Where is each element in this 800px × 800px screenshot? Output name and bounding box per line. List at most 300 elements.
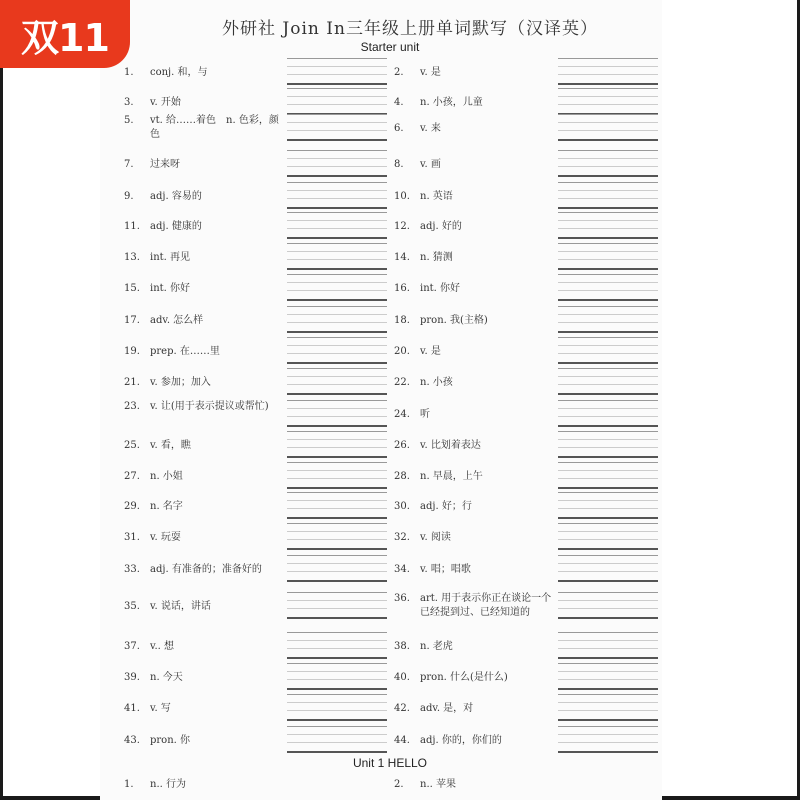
ruled-line xyxy=(558,663,658,664)
ruled-line xyxy=(287,663,387,664)
answer-writing-lines[interactable] xyxy=(558,663,658,689)
ruled-line xyxy=(287,694,387,695)
vocab-entry xyxy=(124,778,282,792)
ruled-line xyxy=(558,96,658,97)
ruled-line xyxy=(558,531,658,532)
vocab-entry xyxy=(124,158,282,172)
vocab-number: 18. xyxy=(394,315,410,326)
ruled-line xyxy=(287,400,387,401)
vocab-entry xyxy=(394,345,552,359)
answer-writing-lines[interactable] xyxy=(558,555,658,581)
vocab-number: 35. xyxy=(124,601,140,612)
vocab-meaning: v. 是 xyxy=(420,346,441,357)
vocab-entry xyxy=(124,345,282,359)
ruled-line xyxy=(558,268,658,270)
ruled-line xyxy=(558,83,658,85)
vocab-meaning: vt. 给……着色 n. 色彩，颜色 xyxy=(150,115,279,140)
vocab-entry xyxy=(124,251,282,265)
ruled-line xyxy=(558,580,658,582)
vocab-entry xyxy=(124,314,282,328)
ruled-line xyxy=(287,368,387,369)
vocab-number: 43. xyxy=(124,735,140,746)
ruled-line xyxy=(558,139,658,141)
ruled-line xyxy=(558,66,658,67)
vocab-number: 1. xyxy=(124,67,134,78)
page-title: 外研社 Join In三年级上册单词默写（汉译英） xyxy=(222,19,598,39)
vocab-meaning: v. 唱；唱歌 xyxy=(420,564,471,575)
answer-writing-lines[interactable] xyxy=(287,632,387,658)
answer-writing-lines[interactable] xyxy=(287,88,387,114)
ruled-line xyxy=(287,139,387,141)
vocab-number: 24. xyxy=(394,409,410,420)
vocab-number: 27. xyxy=(124,471,140,482)
vocab-entry xyxy=(124,282,282,296)
vocab-number: 29. xyxy=(124,501,140,512)
ruled-line xyxy=(287,150,387,151)
ruled-line xyxy=(287,617,387,619)
vocab-number: 22. xyxy=(394,377,410,388)
vocab-entry xyxy=(124,96,282,110)
ruled-line xyxy=(558,88,658,89)
ruled-line xyxy=(287,198,387,199)
ruled-line xyxy=(287,166,387,167)
vocab-entry xyxy=(124,470,282,484)
ruled-line xyxy=(558,212,658,213)
answer-writing-lines[interactable] xyxy=(287,368,387,394)
vocab-meaning: 过来呀 xyxy=(150,159,180,170)
vocab-number: 28. xyxy=(394,471,410,482)
ruled-line xyxy=(558,74,658,75)
vocab-number: 4. xyxy=(394,97,404,108)
vocab-entry xyxy=(394,500,552,514)
vocab-number: 11. xyxy=(124,221,140,232)
vocab-number: 40. xyxy=(394,672,410,683)
vocab-meaning: v. 玩耍 xyxy=(150,532,181,543)
vocab-meaning: v. 说话，讲话 xyxy=(150,601,211,612)
vocab-number: 31. xyxy=(124,532,140,543)
vocab-entry xyxy=(124,114,282,142)
vocab-number: 23. xyxy=(124,401,140,412)
ruled-line xyxy=(287,563,387,564)
ruled-line xyxy=(558,299,658,301)
answer-writing-lines[interactable] xyxy=(287,114,387,140)
vocab-entry xyxy=(394,66,552,80)
answer-writing-lines[interactable] xyxy=(287,150,387,176)
vocab-number: 5. xyxy=(124,115,134,126)
ruled-line xyxy=(287,523,387,524)
ruled-line xyxy=(558,688,658,690)
vocab-entry xyxy=(124,640,282,654)
answer-writing-lines[interactable] xyxy=(558,337,658,363)
vocab-meaning: pron. 什么(是什么) xyxy=(420,672,508,683)
ruled-line xyxy=(558,523,658,524)
vocab-number: 32. xyxy=(394,532,410,543)
vocab-meaning: v.. 想 xyxy=(150,641,174,652)
answer-writing-lines[interactable] xyxy=(558,58,658,84)
vocab-meaning: pron. 我(主格) xyxy=(420,315,488,326)
vocab-number: 1. xyxy=(124,779,134,790)
answer-writing-lines[interactable] xyxy=(287,555,387,581)
ruled-line xyxy=(558,166,658,167)
ruled-line xyxy=(287,376,387,377)
ruled-line xyxy=(558,368,658,369)
vocab-number: 25. xyxy=(124,440,140,451)
vocab-number: 10. xyxy=(394,191,410,202)
ruled-line xyxy=(558,251,658,252)
vocab-entry xyxy=(124,563,282,577)
vocab-meaning: v. 来 xyxy=(420,123,441,134)
answer-writing-lines[interactable] xyxy=(287,58,387,84)
vocab-number: 20. xyxy=(394,346,410,357)
answer-writing-lines[interactable] xyxy=(558,114,658,140)
vocab-meaning: conj. 和，与 xyxy=(150,67,208,78)
vocab-meaning: n. 小孩 xyxy=(420,377,453,388)
answer-writing-lines[interactable] xyxy=(287,431,387,457)
ruled-line xyxy=(287,671,387,672)
vocab-number: 6. xyxy=(394,123,404,134)
vocab-number: 37. xyxy=(124,641,140,652)
vocab-number: 41. xyxy=(124,703,140,714)
ruled-line xyxy=(287,259,387,260)
vocab-entry xyxy=(394,439,552,453)
answer-writing-lines[interactable] xyxy=(287,492,387,518)
ruled-line xyxy=(287,425,387,427)
promo-badge: 双11 xyxy=(0,0,130,68)
vocab-meaning: v. 画 xyxy=(420,159,441,170)
vocab-entry xyxy=(124,734,282,748)
vocab-number: 36. xyxy=(394,593,410,604)
ruled-line xyxy=(558,719,658,721)
vocab-meaning: n. 英语 xyxy=(420,191,453,202)
ruled-line xyxy=(558,322,658,323)
ruled-line xyxy=(287,220,387,221)
vocab-meaning: n. 名字 xyxy=(150,501,183,512)
ruled-line xyxy=(287,500,387,501)
ruled-line xyxy=(558,384,658,385)
ruled-line xyxy=(287,322,387,323)
answer-writing-lines[interactable] xyxy=(287,337,387,363)
ruled-line xyxy=(558,555,658,556)
vocab-entry xyxy=(394,470,552,484)
ruled-line xyxy=(287,114,387,115)
answer-writing-lines[interactable] xyxy=(558,592,658,618)
ruled-line xyxy=(287,58,387,59)
answer-writing-lines[interactable] xyxy=(287,726,387,752)
ruled-line xyxy=(558,274,658,275)
answer-writing-lines[interactable] xyxy=(558,632,658,658)
ruled-line xyxy=(287,83,387,85)
ruled-line xyxy=(287,726,387,727)
ruled-line xyxy=(558,710,658,711)
answer-writing-lines[interactable] xyxy=(287,694,387,720)
vocab-meaning: v. 阅读 xyxy=(420,532,451,543)
vocab-entry xyxy=(394,220,552,234)
vocab-meaning: v. 开始 xyxy=(150,97,181,108)
ruled-line xyxy=(558,657,658,659)
ruled-line xyxy=(558,563,658,564)
vocab-entry xyxy=(394,563,552,577)
ruled-line xyxy=(558,640,658,641)
ruled-line xyxy=(558,431,658,432)
ruled-line xyxy=(558,439,658,440)
ruled-line xyxy=(287,96,387,97)
ruled-line xyxy=(287,88,387,89)
ruled-line xyxy=(287,130,387,131)
answer-writing-lines[interactable] xyxy=(558,523,658,549)
vocab-meaning: v. 写 xyxy=(150,703,171,714)
vocab-meaning: pron. 你 xyxy=(150,735,190,746)
ruled-line xyxy=(558,548,658,550)
ruled-line xyxy=(287,439,387,440)
vocab-entry xyxy=(124,500,282,514)
ruled-line xyxy=(287,447,387,448)
vocab-number: 42. xyxy=(394,703,410,714)
vocab-meaning: adj. 容易的 xyxy=(150,191,202,202)
ruled-line xyxy=(287,66,387,67)
vocab-meaning: v. 看，瞧 xyxy=(150,440,191,451)
vocab-entry xyxy=(394,376,552,390)
vocab-entry xyxy=(394,778,552,792)
answer-writing-lines[interactable] xyxy=(287,592,387,618)
ruled-line xyxy=(287,719,387,721)
ruled-line xyxy=(287,353,387,354)
answer-writing-lines[interactable] xyxy=(558,400,658,426)
ruled-line xyxy=(558,362,658,364)
ruled-line xyxy=(558,456,658,458)
vocab-meaning: v. 是 xyxy=(420,67,441,78)
ruled-line xyxy=(558,228,658,229)
ruled-line xyxy=(287,548,387,550)
vocab-number: 17. xyxy=(124,315,140,326)
answer-writing-lines[interactable] xyxy=(558,726,658,752)
answer-writing-lines[interactable] xyxy=(558,306,658,332)
ruled-line xyxy=(558,478,658,479)
vocab-entry xyxy=(124,190,282,204)
vocab-number: 3. xyxy=(124,97,134,108)
ruled-line xyxy=(558,487,658,489)
vocab-number: 13. xyxy=(124,252,140,263)
ruled-line xyxy=(558,492,658,493)
answer-writing-lines[interactable] xyxy=(287,243,387,269)
ruled-line xyxy=(287,470,387,471)
ruled-line xyxy=(287,600,387,601)
ruled-line xyxy=(558,104,658,105)
ruled-line xyxy=(558,243,658,244)
ruled-line xyxy=(558,122,658,123)
vocab-meaning: v. 让(用于表示提议或帮忙) xyxy=(150,401,269,412)
vocab-entry xyxy=(124,439,282,453)
vocab-number: 2. xyxy=(394,779,404,790)
ruled-line xyxy=(558,702,658,703)
ruled-line xyxy=(287,274,387,275)
vocab-entry xyxy=(124,600,282,614)
ruled-line xyxy=(558,632,658,633)
answer-writing-lines[interactable] xyxy=(558,492,658,518)
vocab-meaning: adj. 好的 xyxy=(420,221,462,232)
ruled-line xyxy=(287,702,387,703)
ruled-line xyxy=(287,237,387,239)
vocab-entry xyxy=(124,220,282,234)
vocab-entry xyxy=(124,531,282,545)
ruled-line xyxy=(558,742,658,743)
vocab-number: 33. xyxy=(124,564,140,575)
vocab-meaning: n. 小孩，儿童 xyxy=(420,97,483,108)
vocab-number: 16. xyxy=(394,283,410,294)
vocab-number: 39. xyxy=(124,672,140,683)
ruled-line xyxy=(558,175,658,177)
answer-writing-lines[interactable] xyxy=(287,400,387,426)
ruled-line xyxy=(287,478,387,479)
vocab-meaning: adj. 有准备的；准备好的 xyxy=(150,564,262,575)
answer-writing-lines[interactable] xyxy=(558,88,658,114)
ruled-line xyxy=(287,517,387,519)
ruled-line xyxy=(287,571,387,572)
answer-writing-lines[interactable] xyxy=(558,431,658,457)
ruled-line xyxy=(287,104,387,105)
ruled-line xyxy=(287,539,387,540)
answer-writing-lines[interactable] xyxy=(558,694,658,720)
vocab-entry xyxy=(124,400,282,414)
ruled-line xyxy=(558,447,658,448)
ruled-line xyxy=(287,580,387,582)
ruled-line xyxy=(287,679,387,680)
ruled-line xyxy=(558,237,658,239)
ruled-line xyxy=(287,212,387,213)
vocab-number: 7. xyxy=(124,159,134,170)
vocab-number: 21. xyxy=(124,377,140,388)
ruled-line xyxy=(558,150,658,151)
ruled-line xyxy=(558,508,658,509)
vocab-meaning: adv. 是，对 xyxy=(420,703,474,714)
ruled-line xyxy=(558,671,658,672)
vocab-number: 8. xyxy=(394,159,404,170)
ruled-line xyxy=(558,726,658,727)
vocab-entry xyxy=(394,190,552,204)
ruled-line xyxy=(287,175,387,177)
vocab-entry xyxy=(124,66,282,80)
ruled-line xyxy=(287,345,387,346)
ruled-line xyxy=(287,555,387,556)
frame-left-border xyxy=(0,0,3,800)
vocab-entry xyxy=(394,531,552,545)
ruled-line xyxy=(287,122,387,123)
ruled-line xyxy=(558,608,658,609)
vocab-meaning: v. 参加；加入 xyxy=(150,377,211,388)
ruled-line xyxy=(287,182,387,183)
vocab-entry xyxy=(394,640,552,654)
vocab-number: 34. xyxy=(394,564,410,575)
ruled-line xyxy=(558,337,658,338)
answer-writing-lines[interactable] xyxy=(287,274,387,300)
ruled-line xyxy=(558,220,658,221)
ruled-line xyxy=(287,268,387,270)
vocab-entry xyxy=(394,282,552,296)
ruled-line xyxy=(558,600,658,601)
ruled-line xyxy=(558,130,658,131)
vocab-entry xyxy=(394,96,552,110)
answer-writing-lines[interactable] xyxy=(558,274,658,300)
vocab-entry xyxy=(394,251,552,265)
answer-writing-lines[interactable] xyxy=(287,306,387,332)
ruled-line xyxy=(558,259,658,260)
answer-writing-lines[interactable] xyxy=(558,150,658,176)
ruled-line xyxy=(287,393,387,395)
ruled-line xyxy=(558,694,658,695)
vocab-number: 12. xyxy=(394,221,410,232)
ruled-line xyxy=(558,470,658,471)
answer-writing-lines[interactable] xyxy=(558,462,658,488)
ruled-line xyxy=(287,640,387,641)
section-label-starter: Starter unit xyxy=(360,40,420,54)
vocab-meaning: int. 你好 xyxy=(150,283,191,294)
vocab-meaning: n. 猜测 xyxy=(420,252,453,263)
ruled-line xyxy=(558,393,658,395)
vocab-entry xyxy=(124,376,282,390)
ruled-line xyxy=(558,314,658,315)
ruled-line xyxy=(287,290,387,291)
ruled-line xyxy=(287,74,387,75)
ruled-line xyxy=(558,425,658,427)
vocab-entry xyxy=(394,702,552,716)
vocab-meaning: 听 xyxy=(420,409,430,420)
answer-writing-lines[interactable] xyxy=(287,212,387,238)
ruled-line xyxy=(287,710,387,711)
ruled-line xyxy=(287,251,387,252)
ruled-line xyxy=(558,158,658,159)
answer-writing-lines[interactable] xyxy=(558,243,658,269)
answer-writing-lines[interactable] xyxy=(558,368,658,394)
ruled-line xyxy=(558,517,658,519)
answer-writing-lines[interactable] xyxy=(558,212,658,238)
ruled-line xyxy=(287,487,387,489)
ruled-line xyxy=(287,408,387,409)
vocab-number: 26. xyxy=(394,440,410,451)
ruled-line xyxy=(287,282,387,283)
ruled-line xyxy=(287,337,387,338)
ruled-line xyxy=(287,456,387,458)
answer-writing-lines[interactable] xyxy=(287,523,387,549)
ruled-line xyxy=(558,648,658,649)
answer-writing-lines[interactable] xyxy=(287,462,387,488)
ruled-line xyxy=(558,331,658,333)
vocab-meaning: n.. 行为 xyxy=(150,779,186,790)
vocab-entry xyxy=(394,314,552,328)
answer-writing-lines[interactable] xyxy=(287,663,387,689)
ruled-line xyxy=(558,679,658,680)
answer-writing-lines[interactable] xyxy=(287,182,387,208)
vocab-entry xyxy=(394,671,552,685)
ruled-line xyxy=(558,282,658,283)
answer-writing-lines[interactable] xyxy=(558,182,658,208)
ruled-line xyxy=(558,592,658,593)
ruled-line xyxy=(287,190,387,191)
ruled-line xyxy=(558,345,658,346)
vocab-meaning: n. 老虎 xyxy=(420,641,453,652)
vocab-meaning: v. 比划着表达 xyxy=(420,440,481,451)
vocab-number: 2. xyxy=(394,67,404,78)
ruled-line xyxy=(558,290,658,291)
vocab-number: 30. xyxy=(394,501,410,512)
ruled-line xyxy=(287,306,387,307)
ruled-line xyxy=(558,408,658,409)
ruled-line xyxy=(287,228,387,229)
vocab-number: 9. xyxy=(124,191,134,202)
ruled-line xyxy=(287,207,387,209)
ruled-line xyxy=(287,243,387,244)
ruled-line xyxy=(287,299,387,301)
ruled-line xyxy=(558,114,658,115)
vocab-number: 44. xyxy=(394,735,410,746)
